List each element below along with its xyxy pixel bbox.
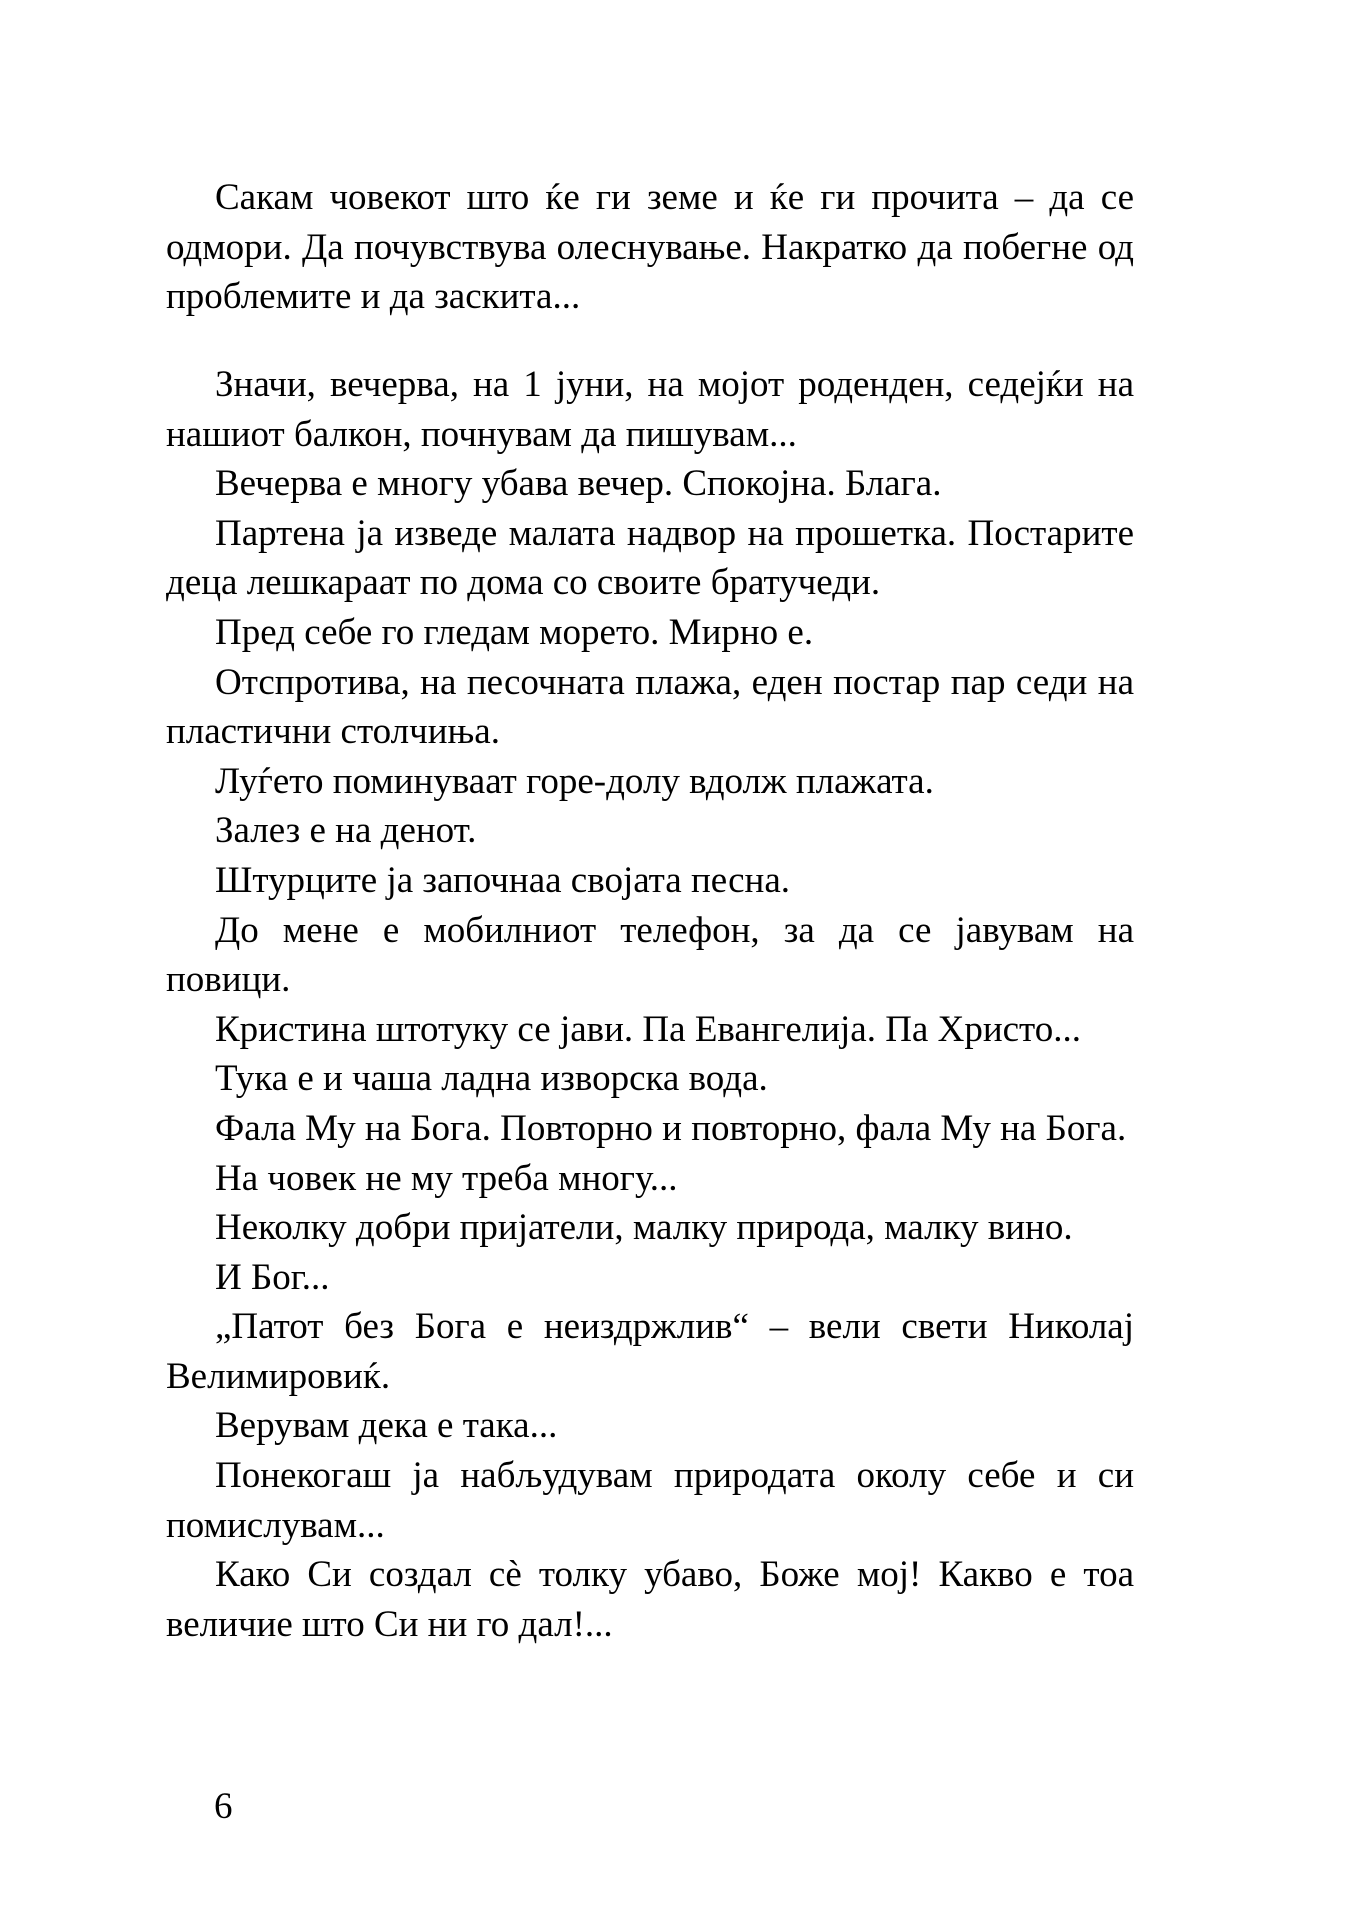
- intro-text-block: [166, 173, 1134, 322]
- paragraph: Сакам човекот што ќе ги земе и ќе ги прочита – да се одмори. Да почувствува олеснување. Накратко да побегне од проблемите и да заскита...: [166, 177, 1134, 318]
- page-number: 6: [214, 1786, 233, 1827]
- paragraph: И Бог...: [215, 1256, 330, 1298]
- paragraph: Неколку добри пријатели, малку природа, малку вино.: [215, 1207, 1073, 1249]
- paragraph: Партена ја изведе малата надвор на прошетка. Постарите деца лешкараат по дома со своите братучеди.: [166, 512, 1134, 604]
- paragraph: Штурците ја започнаа својата песна.: [215, 859, 791, 901]
- paragraph: Понекогаш ја набљудувам природата околу себе и си помислувам...: [166, 1455, 1134, 1546]
- paragraph: „Патот без Бога е неиздржлив“ – вели свети Николај Велимировиќ.: [166, 1306, 1134, 1397]
- paragraph: На човек не му треба многу...: [215, 1157, 678, 1199]
- paragraph: Вечерва е многу убава вечер. Спокојна. Блага.: [215, 463, 942, 505]
- paragraph: Залез е на денот.: [215, 810, 477, 852]
- paragraph: До мене е мобилниот телефон, за да се јавувам на повици.: [166, 909, 1134, 1001]
- paragraph: Верувам дека е така...: [215, 1405, 558, 1447]
- paragraph: Пред себе го гледам морето. Мирно е.: [215, 611, 814, 653]
- paragraph: Кристина штотуку се јави. Па Евангелија. Па Христо...: [215, 1008, 1081, 1050]
- main-text-block: [166, 360, 1134, 1649]
- paragraph: Фала Му на Бога. Повторно и повторно, фала Му на Бога.: [215, 1107, 1127, 1149]
- paragraph: Значи, вечерва, на 1 јуни, на мојот роденден, седејќи на нашиот балкон, почнувам да пишувам...: [166, 364, 1134, 455]
- paragraph: Тука е и чаша ладна изворска вода.: [215, 1058, 768, 1100]
- paragraph: Отспротива, на песочната плажа, еден постар пар седи на пластични столчиња.: [166, 661, 1134, 753]
- paragraph: Луѓето поминуваат горе-долу вдолж плажата.: [215, 760, 934, 802]
- paragraph: Како Си создал сè толку убаво, Боже мој! Какво е тоа величие што Си ни го дал!...: [166, 1554, 1134, 1645]
